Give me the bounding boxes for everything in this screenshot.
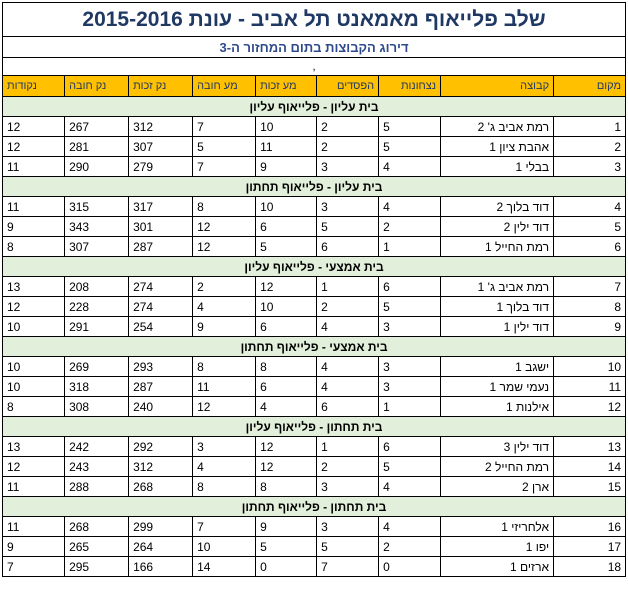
cell-losses[interactable]: 4 (317, 317, 379, 337)
cell-points-against[interactable]: 318 (65, 377, 129, 397)
cell-team[interactable]: דוד בלוך 2 (441, 197, 554, 217)
cell-total-points[interactable]: 7 (3, 557, 65, 577)
cell-total-points[interactable]: 10 (3, 377, 65, 397)
cell-points-against[interactable]: 228 (65, 297, 129, 317)
cell-losses[interactable]: 3 (317, 477, 379, 497)
cell-total-points[interactable]: 12 (3, 117, 65, 137)
column-header-row (3, 76, 626, 97)
cell-matches-against[interactable]: 12 (193, 397, 256, 417)
cell-losses[interactable]: 7 (317, 557, 379, 577)
table-row (3, 557, 626, 577)
cell-matches-for[interactable]: 6 (256, 317, 317, 337)
cell-matches-for[interactable]: 8 (256, 357, 317, 377)
cell-matches-for[interactable]: 11 (256, 137, 317, 157)
header-matches-for[interactable]: מע זכות (256, 76, 317, 97)
cell-points-against[interactable]: 315 (65, 197, 129, 217)
cell-team[interactable]: אלחריזי 1 (441, 517, 554, 537)
cell-matches-for[interactable]: 8 (256, 477, 317, 497)
cell-wins[interactable]: 3 (379, 357, 441, 377)
cell-points-against[interactable]: 281 (65, 137, 129, 157)
cell-team[interactable]: ארן 2 (441, 477, 554, 497)
header-points-for[interactable]: נק זכות (129, 76, 193, 97)
cell-points-for[interactable]: 240 (129, 397, 193, 417)
cell-points-against[interactable]: 308 (65, 397, 129, 417)
cell-rank[interactable]: 18 (554, 557, 626, 577)
cell-wins[interactable]: 5 (379, 457, 441, 477)
cell-matches-against[interactable]: 12 (193, 217, 256, 237)
cell-wins[interactable]: 4 (379, 477, 441, 497)
cell-points-for[interactable]: 279 (129, 157, 193, 177)
cell-matches-against[interactable]: 7 (193, 117, 256, 137)
table-row (3, 537, 626, 557)
cell-total-points[interactable]: 11 (3, 517, 65, 537)
cell-total-points[interactable]: 9 (3, 537, 65, 557)
standings-table (2, 2, 626, 577)
cell-points-for[interactable]: 264 (129, 537, 193, 557)
cell-team[interactable]: רמת אביב ג' 1 (441, 277, 554, 297)
header-losses[interactable]: הפסדים (317, 76, 379, 97)
group-title[interactable]: בית עליון - פלייאוף עליון (3, 97, 626, 117)
cell-wins[interactable]: 0 (379, 557, 441, 577)
cell-points-for[interactable]: 317 (129, 197, 193, 217)
table-row (3, 357, 626, 377)
cell-losses[interactable]: 2 (317, 457, 379, 477)
cell-points-for[interactable]: 274 (129, 277, 193, 297)
cell-losses[interactable]: 1 (317, 437, 379, 457)
cell-matches-against[interactable]: 10 (193, 537, 256, 557)
table-row (3, 117, 626, 137)
table-row (3, 297, 626, 317)
cell-total-points[interactable]: 8 (3, 397, 65, 417)
cell-rank[interactable]: 16 (554, 517, 626, 537)
cell-losses[interactable]: 2 (317, 117, 379, 137)
cell-points-for[interactable]: 287 (129, 237, 193, 257)
group-title[interactable]: בית אמצעי - פלייאוף עליון (3, 257, 626, 277)
cell-matches-for[interactable]: 9 (256, 157, 317, 177)
subtitle-row (3, 37, 626, 58)
cell-rank[interactable]: 3 (554, 157, 626, 177)
cell-rank[interactable]: 9 (554, 317, 626, 337)
group-title[interactable]: בית תחתון - פלייאוף תחתון (3, 497, 626, 517)
cell-losses[interactable]: 3 (317, 157, 379, 177)
group-header-row (3, 97, 626, 117)
cell-matches-for[interactable]: 12 (256, 457, 317, 477)
cell-matches-for[interactable]: 4 (256, 397, 317, 417)
cell-total-points[interactable]: 13 (3, 437, 65, 457)
cell-total-points[interactable]: 12 (3, 137, 65, 157)
cell-losses[interactable]: 3 (317, 197, 379, 217)
cell-wins[interactable]: 1 (379, 397, 441, 417)
cell-matches-against[interactable]: 7 (193, 517, 256, 537)
cell-team[interactable]: בבלי 1 (441, 157, 554, 177)
cell-rank[interactable]: 6 (554, 237, 626, 257)
cell-matches-for[interactable]: 5 (256, 237, 317, 257)
cell-losses[interactable]: 5 (317, 537, 379, 557)
cell-wins[interactable]: 2 (379, 217, 441, 237)
table-row (3, 377, 626, 397)
cell-losses[interactable]: 5 (317, 217, 379, 237)
cell-matches-for[interactable]: 6 (256, 217, 317, 237)
cell-wins[interactable]: 6 (379, 437, 441, 457)
cell-matches-against[interactable]: 9 (193, 317, 256, 337)
table-row (3, 197, 626, 217)
sheet-subtitle[interactable]: דירוג הקבוצות בתום המחזור ה-3 (3, 37, 626, 58)
cell-rank[interactable]: 14 (554, 457, 626, 477)
group-title[interactable]: בית אמצעי - פלייאוף תחתון (3, 337, 626, 357)
cell-points-against[interactable]: 343 (65, 217, 129, 237)
group-header-row (3, 337, 626, 357)
cell-matches-for[interactable]: 12 (256, 437, 317, 457)
header-points-against[interactable]: נק חובה (65, 76, 129, 97)
cell-points-against[interactable]: 269 (65, 357, 129, 377)
cell-wins[interactable]: 6 (379, 277, 441, 297)
cell-total-points[interactable]: 9 (3, 217, 65, 237)
cell-matches-for[interactable]: 9 (256, 517, 317, 537)
table-row (3, 477, 626, 497)
cell-points-for[interactable]: 274 (129, 297, 193, 317)
cell-total-points[interactable]: 10 (3, 357, 65, 377)
cell-points-against[interactable]: 208 (65, 277, 129, 297)
cell-wins[interactable]: 3 (379, 377, 441, 397)
table-row (3, 157, 626, 177)
cell-matches-for[interactable]: 10 (256, 297, 317, 317)
cell-rank[interactable]: 17 (554, 537, 626, 557)
cell-points-against[interactable]: 242 (65, 437, 129, 457)
sheet-title[interactable]: שלב פלייאוף מאמאנט תל אביב - עונת 2015-2016 (3, 3, 626, 37)
cell-wins[interactable]: 4 (379, 157, 441, 177)
cell-rank[interactable]: 8 (554, 297, 626, 317)
cell-rank[interactable]: 2 (554, 137, 626, 157)
cell-points-against[interactable]: 267 (65, 117, 129, 137)
group-title[interactable]: בית עליון - פלייאוף תחתון (3, 177, 626, 197)
cell-wins[interactable]: 5 (379, 117, 441, 137)
cell-team[interactable]: נעמי שמר 1 (441, 377, 554, 397)
cell-points-for[interactable]: 307 (129, 137, 193, 157)
cell-matches-for[interactable]: 0 (256, 557, 317, 577)
cell-wins[interactable]: 4 (379, 517, 441, 537)
cell-points-for[interactable]: 312 (129, 457, 193, 477)
header-team[interactable]: קבוצה (441, 76, 554, 97)
cell-matches-against[interactable]: 7 (193, 157, 256, 177)
cell-losses[interactable]: 2 (317, 297, 379, 317)
cell-points-against[interactable]: 265 (65, 537, 129, 557)
cell-total-points[interactable]: 11 (3, 197, 65, 217)
blank-cell[interactable]: , (3, 58, 626, 76)
header-matches-against[interactable]: מע חובה (193, 76, 256, 97)
cell-rank[interactable]: 1 (554, 117, 626, 137)
cell-rank[interactable]: 10 (554, 357, 626, 377)
cell-points-against[interactable]: 290 (65, 157, 129, 177)
cell-points-for[interactable]: 292 (129, 437, 193, 457)
cell-team[interactable]: יפו 1 (441, 537, 554, 557)
cell-matches-against[interactable]: 11 (193, 377, 256, 397)
cell-team[interactable]: רמת החייל 2 (441, 457, 554, 477)
cell-matches-against[interactable]: 14 (193, 557, 256, 577)
cell-matches-against[interactable]: 4 (193, 297, 256, 317)
cell-points-against[interactable]: 295 (65, 557, 129, 577)
group-title[interactable]: בית תחתון - פלייאוף עליון (3, 417, 626, 437)
cell-points-against[interactable]: 268 (65, 517, 129, 537)
cell-matches-against[interactable]: 12 (193, 237, 256, 257)
group-header-row (3, 497, 626, 517)
cell-points-against[interactable]: 291 (65, 317, 129, 337)
cell-total-points[interactable]: 10 (3, 317, 65, 337)
cell-wins[interactable]: 3 (379, 317, 441, 337)
cell-team[interactable]: ישגב 1 (441, 357, 554, 377)
cell-team[interactable]: ארזים 1 (441, 557, 554, 577)
cell-rank[interactable]: 15 (554, 477, 626, 497)
cell-wins[interactable]: 2 (379, 537, 441, 557)
cell-team[interactable]: דוד ילין 2 (441, 217, 554, 237)
cell-matches-against[interactable]: 8 (193, 197, 256, 217)
cell-matches-for[interactable]: 10 (256, 117, 317, 137)
cell-total-points[interactable]: 11 (3, 157, 65, 177)
blank-row (3, 58, 626, 76)
cell-matches-against[interactable]: 2 (193, 277, 256, 297)
cell-wins[interactable]: 1 (379, 237, 441, 257)
cell-rank[interactable]: 5 (554, 217, 626, 237)
cell-matches-for[interactable]: 10 (256, 197, 317, 217)
cell-team[interactable]: אהבת ציון 1 (441, 137, 554, 157)
table-row (3, 317, 626, 337)
cell-matches-against[interactable]: 5 (193, 137, 256, 157)
cell-points-against[interactable]: 243 (65, 457, 129, 477)
cell-wins[interactable]: 4 (379, 197, 441, 217)
cell-wins[interactable]: 5 (379, 297, 441, 317)
cell-points-for[interactable]: 312 (129, 117, 193, 137)
cell-matches-against[interactable]: 8 (193, 477, 256, 497)
table-row (3, 137, 626, 157)
cell-points-for[interactable]: 293 (129, 357, 193, 377)
table-row (3, 517, 626, 537)
cell-rank[interactable]: 11 (554, 377, 626, 397)
cell-losses[interactable]: 3 (317, 517, 379, 537)
header-total-points[interactable]: נקודות (3, 76, 65, 97)
cell-losses[interactable]: 4 (317, 377, 379, 397)
cell-team[interactable]: דוד בלוך 1 (441, 297, 554, 317)
table-row (3, 397, 626, 417)
cell-losses[interactable]: 6 (317, 397, 379, 417)
title-row (3, 3, 626, 37)
cell-total-points[interactable]: 11 (3, 477, 65, 497)
cell-losses[interactable]: 2 (317, 137, 379, 157)
table-row (3, 217, 626, 237)
cell-total-points[interactable]: 8 (3, 237, 65, 257)
cell-total-points[interactable]: 12 (3, 297, 65, 317)
cell-losses[interactable]: 1 (317, 277, 379, 297)
cell-total-points[interactable]: 13 (3, 277, 65, 297)
cell-points-for[interactable]: 254 (129, 317, 193, 337)
cell-team[interactable]: רמת החייל 1 (441, 237, 554, 257)
cell-matches-against[interactable]: 4 (193, 457, 256, 477)
cell-points-for[interactable]: 287 (129, 377, 193, 397)
cell-team[interactable]: אילנות 1 (441, 397, 554, 417)
cell-matches-for[interactable]: 5 (256, 537, 317, 557)
table-row (3, 237, 626, 257)
cell-total-points[interactable]: 12 (3, 457, 65, 477)
cell-losses[interactable]: 4 (317, 357, 379, 377)
cell-matches-against[interactable]: 8 (193, 357, 256, 377)
table-row (3, 457, 626, 477)
cell-points-for[interactable]: 301 (129, 217, 193, 237)
cell-points-for[interactable]: 268 (129, 477, 193, 497)
cell-points-against[interactable]: 307 (65, 237, 129, 257)
cell-team[interactable]: דוד ילין 3 (441, 437, 554, 457)
cell-rank[interactable]: 13 (554, 437, 626, 457)
cell-points-for[interactable]: 166 (129, 557, 193, 577)
table-row (3, 437, 626, 457)
group-header-row (3, 177, 626, 197)
cell-rank[interactable]: 7 (554, 277, 626, 297)
cell-points-for[interactable]: 299 (129, 517, 193, 537)
cell-rank[interactable]: 4 (554, 197, 626, 217)
header-rank[interactable]: מקום (554, 76, 626, 97)
group-header-row (3, 417, 626, 437)
cell-wins[interactable]: 5 (379, 137, 441, 157)
cell-matches-for[interactable]: 12 (256, 277, 317, 297)
cell-team[interactable]: רמת אביב ג' 2 (441, 117, 554, 137)
header-wins[interactable]: נצחונות (379, 76, 441, 97)
cell-points-against[interactable]: 288 (65, 477, 129, 497)
cell-matches-against[interactable]: 3 (193, 437, 256, 457)
cell-matches-for[interactable]: 6 (256, 377, 317, 397)
cell-losses[interactable]: 6 (317, 237, 379, 257)
table-row (3, 277, 626, 297)
cell-team[interactable]: דוד ילין 1 (441, 317, 554, 337)
group-header-row (3, 257, 626, 277)
cell-rank[interactable]: 12 (554, 397, 626, 417)
